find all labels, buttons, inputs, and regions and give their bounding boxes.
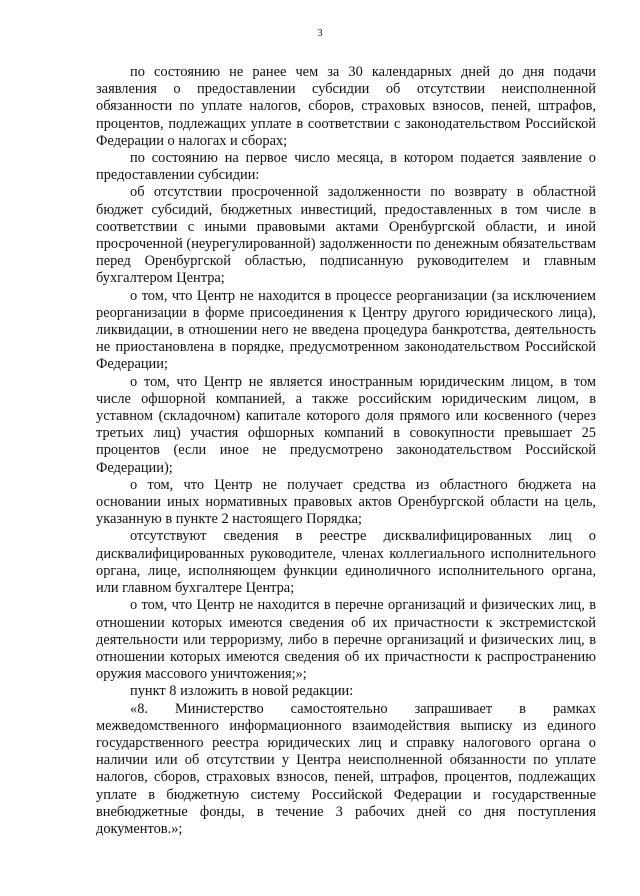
- paragraph: пункт 8 изложить в новой редакции:: [130, 683, 354, 700]
- paragraph: о том, что Центр не является иностранным юридическим лицом, в том числе офшорной компанией, а также российским юридическим лицом, в уставном (складочном) капитале которого доля прямого или косвенного (через третьих лиц) участия офшорных компаний в совокупности превышает 25 процентов (если иное не предусмотрено законодательством Российской Федерации);: [96, 373, 596, 476]
- paragraph: об отсутствии просроченной задолженности по возврату в областной бюджет субсидий, бюджетных инвестиций, предоставленных в том числе в соответствии с иными правовыми актами Оренбургской области, и иной просроченной (неурегулированной) задолженности по денежным обязательствам перед Оренбургской областью, подписанную руководителем и главным бухгалтером Центра;: [96, 184, 596, 287]
- document-body: [96, 64, 596, 838]
- paragraph: «8. Министерство самостоятельно запрашивает в рамках межведомственного информационного взаимодействия выписку из единого государственного реестра юридических лиц и справку налогового органа о наличии или об отсутствии у Центра неисполненной обязанности по уплате налогов, сборов, страховых взносов, пеней, штрафов, процентов, подлежащих уплате в бюджетную систему Российской Федерации и государственные внебюджетные фонды, в течение 3 рабочих дней со дня поступления документов.»;: [96, 700, 596, 837]
- paragraph: по состоянию не ранее чем за 30 календарных дней до дня подачи заявления о предоставлении субсидии об отсутствии неисполненной обязанности по уплате налогов, сборов, страховых взносов, пеней, штрафов, процентов, подлежащих уплате в соответствии с законодательством Российской Федерации о налогах и сборах;: [96, 64, 596, 149]
- page-number: 3: [317, 28, 323, 39]
- paragraph: отсутствуют сведения в реестре дисквалифицированных лиц о дисквалифицированных руководителе, членах коллегиального исполнительного органа, лице, исполняющем функции единоличного исполнительного органа, или главном бухгалтере Центра;: [96, 528, 596, 597]
- paragraph: о том, что Центр не находится в перечне организаций и физических лиц, в отношении которых имеются сведения об их причастности к экстремистской деятельности или терроризму, либо в перечне организаций и физических лиц, в отношении которых имеются сведения об их причастности к распространению оружия массового уничтожения;»;: [96, 597, 596, 683]
- paragraph: о том, что Центр не получает средства из областного бюджета на основании иных нормативных правовых актов Оренбургской области на цель, указанную в пункте 2 настоящего Порядка;: [96, 476, 596, 528]
- paragraph: о том, что Центр не находится в процессе реорганизации (за исключением реорганизации в форме присоединения к Центру другого юридического лица), ликвидации, в отношении него не введена процедура банкротства, деятельность не приостановлена в порядке, предусмотренном законодательством Российской Федерации;: [96, 287, 596, 373]
- paragraph: по состоянию на первое число месяца, в котором подается заявление о предоставлении субсидии:: [96, 150, 596, 184]
